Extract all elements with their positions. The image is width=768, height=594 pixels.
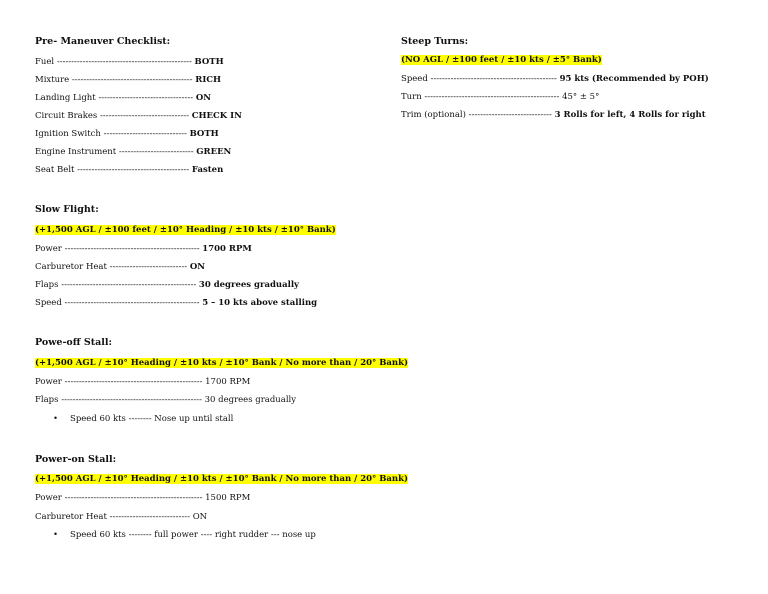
item-dashes: ------------------------------------------------: [64, 377, 203, 387]
bullet-item: [35, 530, 316, 540]
item-dashes: -----------------------------------------------: [424, 92, 560, 102]
item-dashes: ---------------------------------------: [77, 165, 190, 175]
item-value: BOTH: [189, 129, 219, 139]
item-value: ON: [195, 93, 212, 103]
item-label: Carburetor Heat: [35, 512, 107, 522]
steep-turns-tolerances: (NO AGL / ±100 feet / ±10 kts / ±5° Bank): [401, 55, 602, 65]
bullet-icon: •: [53, 530, 59, 540]
item-dashes: -----------------------------------------------: [64, 298, 200, 308]
item-value: RICH: [195, 75, 222, 85]
checklist-item: [35, 493, 250, 503]
item-value: 30 degrees gradually: [204, 395, 297, 405]
checklist-item: [35, 298, 317, 308]
item-value: 3 Rolls for left, 4 Rolls for right: [554, 110, 706, 120]
item-dashes: --------------------------: [118, 147, 194, 157]
item-value: 1700 RPM: [205, 377, 251, 387]
item-value: 95 kts (Recommended by POH): [559, 74, 709, 84]
item-label: Speed: [35, 298, 62, 308]
item-value: 1500 RPM: [205, 493, 251, 503]
item-dashes: --------------------------------------------: [430, 74, 557, 84]
item-label: Flaps: [35, 280, 59, 290]
checklist-item: [35, 280, 299, 290]
item-dashes: ------------------------------------------: [71, 75, 193, 85]
checklist-item: [35, 93, 211, 103]
item-value: 5 – 10 kts above stalling: [202, 298, 318, 308]
item-dashes: -----------------------------: [468, 110, 552, 120]
checklist-item: [401, 92, 599, 102]
checklist-item: [35, 244, 252, 254]
item-value: CHECK IN: [191, 111, 242, 121]
item-label: Mixture: [35, 75, 70, 85]
item-label: Power: [35, 493, 62, 503]
checklist-item: [35, 111, 242, 121]
item-label: Seat Belt: [35, 165, 75, 175]
item-dashes: ---------------------------: [109, 262, 188, 272]
item-dashes: -----------------------------------------------: [64, 244, 200, 254]
checklist-item: [35, 165, 223, 175]
checklist-item: [35, 129, 219, 139]
item-label: Engine Instrument: [35, 147, 117, 157]
checklist-item: [35, 512, 207, 522]
power-on-tolerances: (+1,500 AGL / ±10° Heading / ±10 kts / ±10° Bank / No more than / 20° Bank): [35, 474, 409, 484]
item-value: ON: [192, 512, 208, 522]
steep-turns-title: Steep Turns:: [401, 36, 469, 47]
item-label: Ignition Switch: [35, 129, 101, 139]
pre-maneuver-title: Pre- Maneuver Checklist:: [35, 36, 171, 47]
item-value: 30 degrees gradually: [198, 280, 299, 290]
bullet-text: Speed 60 kts -------- Nose up until stall: [70, 414, 234, 424]
slow-flight-tolerances: (+1,500 AGL / ±100 feet / ±10° Heading / ±10 kts / ±10° Bank): [35, 225, 336, 235]
bullet-item: [35, 414, 233, 424]
item-label: Flaps: [35, 395, 59, 405]
item-dashes: -------------------------------------------------: [61, 395, 202, 405]
item-label: Power: [35, 244, 62, 254]
item-value: Fasten: [191, 165, 224, 175]
checklist-item: [35, 377, 250, 387]
slow-flight-title: Slow Flight:: [35, 204, 99, 215]
item-value: GREEN: [196, 147, 232, 157]
item-dashes: -------------------------------: [99, 111, 190, 121]
checklist-item: [35, 262, 205, 272]
item-label: Turn: [401, 92, 422, 102]
checklist-item: [401, 110, 706, 120]
item-dashes: ------------------------------------------------: [64, 493, 203, 503]
checklist-item: [35, 147, 231, 157]
power-off-stall-title: Powe-off Stall:: [35, 337, 112, 348]
item-label: Carburetor Heat: [35, 262, 107, 272]
item-value: 1700 RPM: [202, 244, 252, 254]
item-label: Speed: [401, 74, 428, 84]
bullet-text: Speed 60 kts -------- full power ---- right rudder --- nose up: [70, 530, 316, 540]
checklist-item: [401, 74, 709, 84]
power-off-tolerances: (+1,500 AGL / ±10° Heading / ±10 kts / ±10° Bank / No more than / 20° Bank): [35, 358, 409, 368]
checklist-item: [35, 75, 221, 85]
item-label: Fuel: [35, 57, 55, 67]
item-label: Landing Light: [35, 93, 96, 103]
checklist-item: [35, 395, 296, 405]
item-value: ON: [189, 262, 206, 272]
item-dashes: ----------------------------: [109, 512, 190, 522]
item-dashes: -----------------------------: [103, 129, 187, 139]
item-value: BOTH: [194, 57, 224, 67]
item-label: Trim (optional): [401, 110, 466, 120]
item-dashes: ---------------------------------: [98, 93, 194, 103]
power-on-stall-title: Power-on Stall:: [35, 454, 117, 465]
item-dashes: -----------------------------------------------: [56, 57, 192, 67]
bullet-icon: •: [53, 414, 59, 424]
item-label: Circuit Brakes: [35, 111, 98, 121]
item-dashes: -----------------------------------------------: [61, 280, 197, 290]
item-value: 45° ± 5°: [562, 92, 600, 102]
checklist-item: [35, 57, 224, 67]
item-label: Power: [35, 377, 62, 387]
